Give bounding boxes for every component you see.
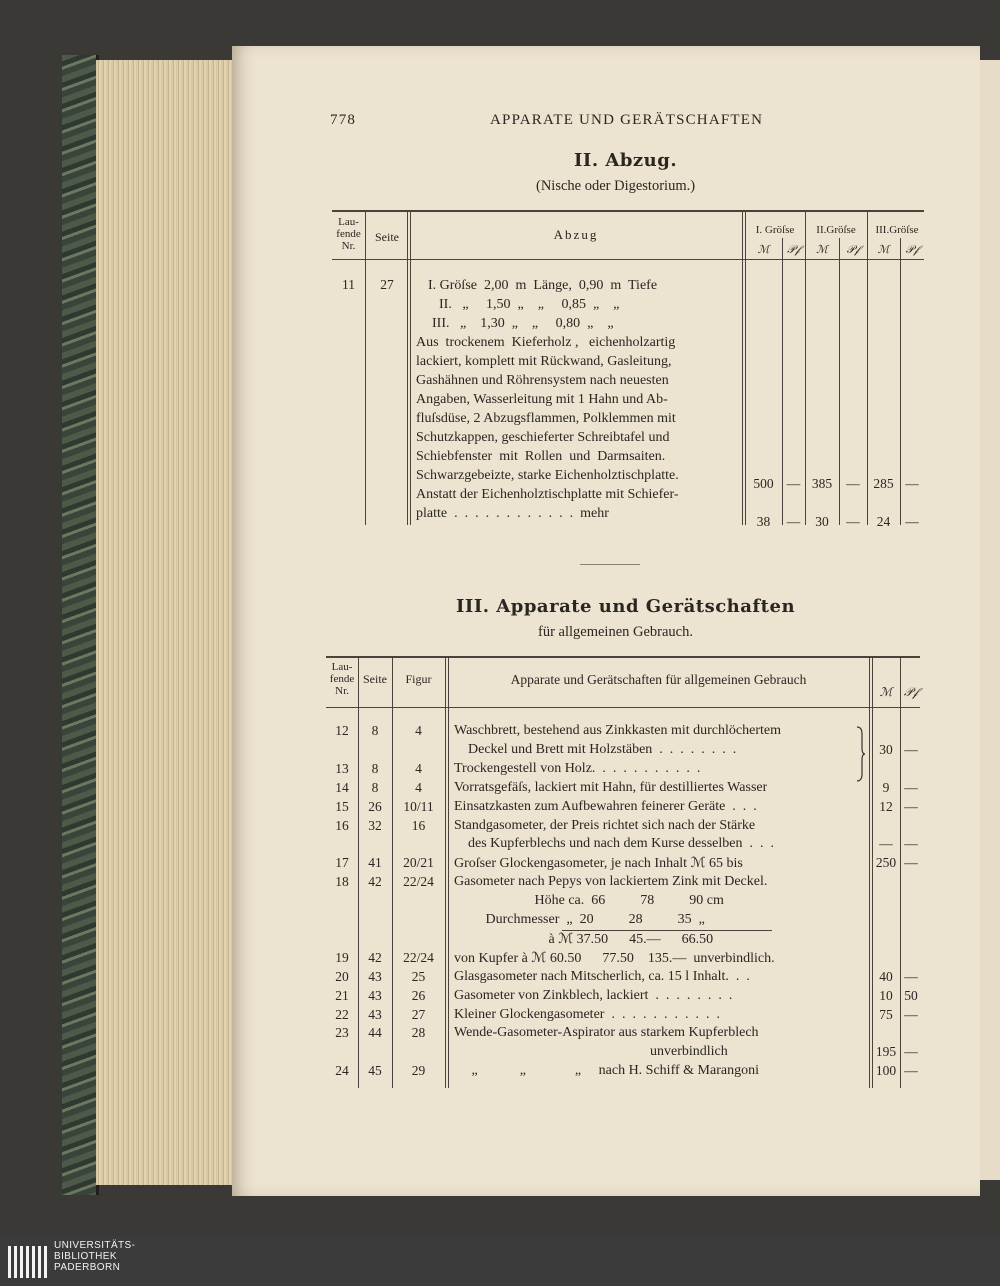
- col-laufende-nr: Lau- fende Nr.: [329, 661, 355, 697]
- description-line: Anstatt der Eichenholztischplatte mit Schiefer-: [416, 487, 679, 502]
- price-mark: 385: [811, 476, 833, 491]
- mark-unit: ℳ: [877, 244, 890, 256]
- row-nr: 20: [335, 968, 349, 984]
- section-subtitle: für allgemeinen Gebrauch.: [538, 624, 693, 640]
- row-nr: 18: [335, 874, 349, 890]
- description-line: lackiert, komplett mit Rückwand, Gasleitung,: [416, 354, 672, 369]
- book-cover-marbled: [62, 55, 99, 1195]
- row-nr: 14: [335, 779, 349, 795]
- row-price-pfennig: 50: [904, 987, 918, 1003]
- row-description: von Kupfer à ℳ 60.50 77.50 135.— unverbindlich.: [454, 950, 775, 966]
- row-nr: 12: [335, 723, 349, 738]
- row-description: „ „ „ nach H. Schiff & Marangoni: [454, 1063, 759, 1079]
- row-price-pfennig: —: [904, 779, 918, 795]
- price-pfennig: —: [905, 514, 919, 529]
- brace-bracket: [856, 726, 866, 782]
- row-nr: 17: [335, 855, 349, 871]
- row-seite: 44: [368, 1025, 382, 1041]
- library-name-line: PADERBORN: [54, 1262, 121, 1273]
- price-pfennig: —: [846, 476, 860, 491]
- description-line: II. „ 1,50 „ „ 0,85 „ „: [439, 297, 620, 312]
- price-pfennig: —: [786, 476, 801, 491]
- row-seite: 8: [371, 723, 379, 738]
- row-price-pfennig: —: [904, 1006, 918, 1022]
- row-seite: 8: [371, 760, 379, 776]
- row-figur: 25: [411, 968, 426, 984]
- pfennig-unit: 𝒫𝒻: [846, 244, 860, 256]
- description-line: I. Gröſse 2,00 m Länge, 0,90 m Tiefe: [428, 278, 658, 293]
- row-price-pfennig: —: [904, 1063, 918, 1079]
- row-seite: 45: [368, 1063, 382, 1079]
- row-figur: 22/24: [403, 949, 434, 965]
- row-price-pfennig: —: [904, 1044, 918, 1060]
- section-subtitle: (Nische oder Digestorium.): [536, 178, 696, 194]
- col-abzug: Abzug: [553, 227, 599, 242]
- row-description: unverbindlich: [454, 1044, 728, 1060]
- row-description: Vorratsgefäſs, lackiert mit Hahn, für destilliertes Wasser: [454, 779, 768, 795]
- row-description: Kleiner Glockengasometer . . . . . . . . . . .: [454, 1006, 720, 1022]
- row-nr: 15: [335, 798, 349, 814]
- col-seite: Seite: [375, 230, 399, 244]
- row-description: Groſser Glockengasometer, je nach Inhalt ℳ 65 bis: [454, 856, 743, 872]
- price-pfennig: —: [905, 476, 919, 491]
- row-price-pfennig: —: [904, 855, 918, 871]
- row-description: des Kupferblechs und nach dem Kurse desselben . . .: [454, 836, 774, 852]
- row-description: Trockengestell von Holz. . . . . . . . . . .: [454, 760, 701, 776]
- library-name-line: UNIVERSITÄTS-: [54, 1240, 136, 1251]
- row-seite: 42: [368, 949, 382, 965]
- row-seite: 43: [368, 1006, 382, 1022]
- mark-unit: ℳ: [816, 244, 828, 256]
- row-figur: 22/24: [403, 874, 434, 890]
- library-logo-icon: [8, 1246, 48, 1278]
- row-figur: 27: [411, 1006, 426, 1022]
- row-description: Einsatzkasten zum Aufbewahren feinerer Geräte . . .: [454, 798, 757, 814]
- row-price-pfennig: —: [904, 798, 918, 814]
- col-groesse-3: III.Gröſse: [875, 224, 919, 236]
- description-line: Angaben, Wasserleitung mit 1 Hahn und Ab-: [416, 392, 668, 407]
- col-figur: Figur: [405, 672, 432, 686]
- row-nr: 23: [335, 1025, 349, 1041]
- row-seite: 41: [368, 855, 382, 871]
- row-description: Glasgasometer nach Mitscherlich, ca. 15 l Inhalt. . .: [454, 968, 750, 984]
- description-line: fluſsdüse, 2 Abzugsflammen, Polklemmen mit: [416, 411, 676, 426]
- price-mark: 285: [873, 476, 894, 491]
- description-line: Schwarzgebeizte, starke Eichenholztischplatte.: [416, 468, 679, 483]
- price-mark: 24: [876, 514, 891, 529]
- row-description: Höhe ca. 66 78 90 cm: [454, 893, 724, 909]
- row-price-mark: —: [879, 836, 893, 852]
- row-price-mark: 250: [875, 855, 897, 871]
- row-price-mark: 12: [879, 798, 893, 814]
- row-price-mark: 100: [875, 1063, 897, 1079]
- section-divider: [580, 564, 640, 565]
- row-seite: 26: [368, 798, 382, 814]
- row-figur: 28: [411, 1025, 426, 1041]
- row-figur: 4: [415, 723, 422, 738]
- pfennig-unit: 𝒫𝒻: [787, 244, 800, 256]
- library-name-line: BIBLIOTHEK: [54, 1251, 117, 1262]
- section-title: III. Apparate und Gerätschaften: [456, 596, 796, 617]
- col-seite: Seite: [363, 672, 387, 686]
- description-line: Gashähnen und Röhrensystem nach neuesten: [416, 373, 669, 388]
- page-edges: [96, 60, 236, 1185]
- row-nr: 24: [335, 1063, 349, 1079]
- row-description: Deckel und Brett mit Holzstäben . . . . . . . .: [454, 741, 737, 757]
- row-description: Wende-Gasometer-Aspirator aus starkem Kupferblech: [454, 1025, 759, 1041]
- row-price-mark: 9: [882, 779, 890, 795]
- row-price-pfennig: —: [904, 836, 918, 852]
- row-seite: 32: [368, 817, 382, 833]
- row-description: à ℳ 37.50 45.— 66.50: [454, 931, 714, 947]
- row-price-pfennig: —: [904, 968, 918, 984]
- row-figur: 20/21: [403, 855, 434, 871]
- row-figur: 10/11: [403, 798, 434, 814]
- col-apparate: Apparate und Gerätschaften für allgemeinen Gebrauch: [510, 672, 807, 687]
- description-line: Aus trockenem Kieferholz , eichenholzartig: [416, 335, 676, 350]
- col-groesse-1: I. Gröſse: [755, 224, 795, 236]
- row-seite: 43: [368, 968, 382, 984]
- price-mark: 500: [753, 476, 774, 491]
- library-footer: [0, 1236, 1000, 1286]
- row-figur: 4: [415, 779, 422, 795]
- description-line: III. „ 1,30 „ „ 0,80 „ „: [432, 316, 614, 331]
- row-nr: 19: [335, 949, 349, 965]
- row-price-mark: 10: [879, 987, 893, 1003]
- row-nr: 11: [342, 277, 355, 292]
- sum-rule: [562, 930, 772, 931]
- page-number: 778: [330, 112, 357, 128]
- row-description: Gasometer von Zinkblech, lackiert . . . . . . . .: [454, 987, 733, 1003]
- price-mark: 38: [756, 514, 771, 529]
- row-nr: 16: [335, 817, 349, 833]
- book-page: [232, 46, 980, 1196]
- row-description: Durchmesser „ 20 28 35 „: [454, 912, 705, 927]
- row-seite: 27: [380, 277, 394, 292]
- row-seite: 43: [368, 987, 382, 1003]
- row-description: Gasometer nach Pepys von lackiertem Zink mit Deckel.: [454, 874, 768, 890]
- row-price-mark: 195: [875, 1044, 897, 1060]
- col-laufende-nr: Lau- fende Nr.: [336, 216, 361, 252]
- library-name: [54, 1240, 135, 1273]
- row-price-mark: 75: [879, 1006, 893, 1022]
- row-nr: 22: [335, 1006, 349, 1022]
- row-figur: 4: [415, 760, 422, 776]
- price-pfennig: —: [786, 514, 801, 529]
- price-pfennig: —: [846, 514, 860, 529]
- row-figur: 16: [411, 817, 426, 833]
- row-price-pfennig: —: [904, 741, 918, 757]
- pfennig-unit: 𝒫𝒻: [903, 685, 918, 699]
- row-nr: 13: [335, 760, 349, 776]
- running-head: APPARATE UND GERÄTSCHAFTEN: [490, 112, 764, 128]
- description-line: Schutzkappen, geschieferter Schreibtafel und: [416, 430, 670, 445]
- mark-unit: ℳ: [879, 685, 893, 699]
- row-price-mark: 40: [879, 968, 893, 984]
- row-seite: 42: [368, 874, 382, 890]
- section-title: II. Abzug.: [574, 150, 678, 171]
- row-description: Waschbrett, bestehend aus Zinkkasten mit durchlöchertem: [454, 723, 781, 738]
- pfennig-unit: 𝒫𝒻: [905, 244, 919, 256]
- row-price-mark: 30: [879, 741, 893, 757]
- row-seite: 8: [371, 779, 379, 795]
- col-groesse-2: II.Gröſse: [816, 224, 856, 236]
- price-mark: 30: [815, 514, 829, 529]
- row-description: Standgasometer, der Preis richtet sich nach der Stärke: [454, 817, 756, 833]
- description-line: platte . . . . . . . . . . . . mehr: [416, 506, 609, 521]
- row-figur: 29: [411, 1063, 426, 1079]
- row-nr: 21: [335, 987, 349, 1003]
- mark-unit: ℳ: [757, 244, 770, 256]
- row-figur: 26: [411, 987, 426, 1003]
- description-line: Schiebfenster mit Rollen und Darmsaiten.: [416, 449, 666, 464]
